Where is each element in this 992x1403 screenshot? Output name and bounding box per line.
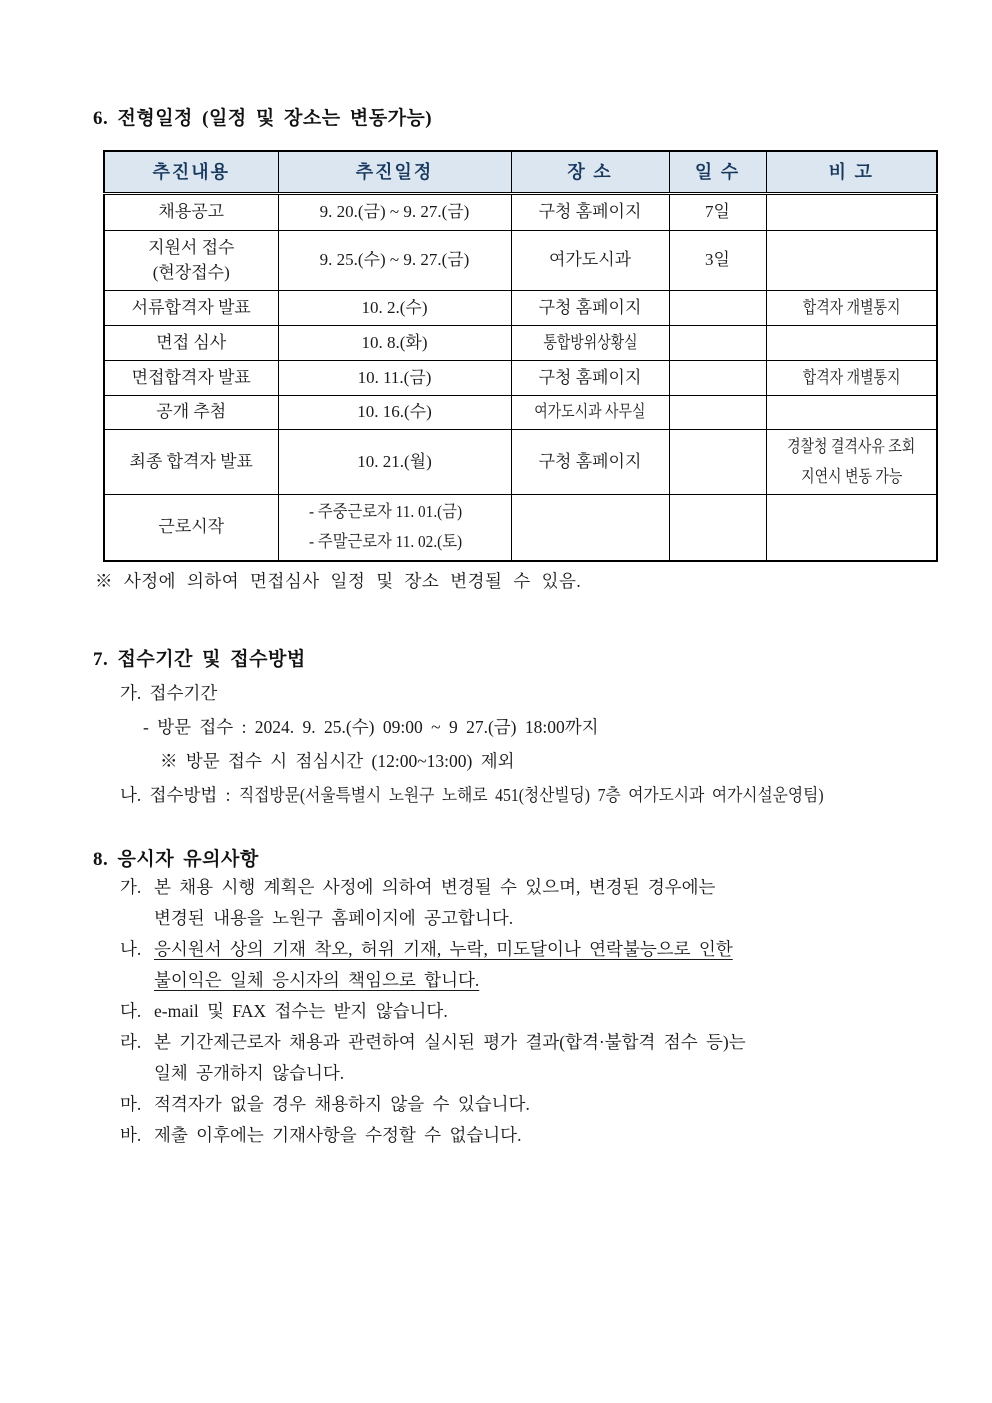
table-cell: 공개 추첨 bbox=[104, 396, 278, 430]
s7-address: 직접방문(서울특별시 노원구 노해로 451(청산빌딩) 7층 여가도시과 여가시설운영팀) bbox=[238, 785, 824, 805]
table-cell: 10. 8.(화) bbox=[278, 326, 511, 361]
table-cell: 10. 21.(월) bbox=[278, 430, 511, 495]
table-cell: 면접 심사 bbox=[104, 326, 278, 361]
schedule-change-note: ※ 사정에 의하여 면접심사 일정 및 장소 변경될 수 있음. bbox=[95, 571, 582, 591]
table-cell bbox=[511, 495, 669, 561]
table-cell bbox=[669, 396, 766, 430]
table-cell bbox=[766, 326, 937, 361]
section7-title: 7. 접수기간 및 접수방법 bbox=[93, 649, 306, 670]
section7-body bbox=[120, 676, 888, 812]
header-cell-schedule: 추진일정 bbox=[278, 151, 511, 194]
table-row bbox=[104, 326, 937, 361]
section8-title: 8. 응시자 유의사항 bbox=[93, 849, 259, 870]
s7-visit-line: - 방문 접수 : 2024. 9. 25.(수) 09:00 ~ 9 27.(금) 18:00까지 bbox=[143, 717, 599, 737]
table-cell: - 주중근로자 11. 01.(금) - 주말근로자 11. 02.(토) bbox=[278, 495, 511, 561]
table-cell: 최종 합격자 발표 bbox=[104, 430, 278, 495]
table-row bbox=[104, 396, 937, 430]
table-cell: 근로시작 bbox=[104, 495, 278, 561]
table-cell: 7일 bbox=[669, 194, 766, 231]
schedule-table bbox=[103, 150, 938, 562]
table-cell: 9. 20.(금) ~ 9. 27.(금) bbox=[278, 194, 511, 231]
list-item: 바. 제출 이후에는 기재사항을 수정할 수 없습니다. bbox=[120, 1125, 522, 1145]
table-row bbox=[104, 430, 937, 495]
header-cell-remark: 비 고 bbox=[766, 151, 937, 194]
section6-title: 6. 전형일정 (일정 및 장소는 변동가능) bbox=[93, 108, 433, 129]
table-cell: 지원서 접수 (현장접수) bbox=[104, 231, 278, 291]
table-cell bbox=[766, 231, 937, 291]
table-cell: 10. 16.(수) bbox=[278, 396, 511, 430]
table-cell: 9. 25.(수) ~ 9. 27.(금) bbox=[278, 231, 511, 291]
table-cell: 채용공고 bbox=[104, 194, 278, 231]
table-cell: 여가도시과 bbox=[511, 231, 669, 291]
table-row bbox=[104, 194, 937, 231]
table-cell: 경찰청 결격사유 조회 지연시 변동 가능 bbox=[766, 430, 937, 495]
table-row bbox=[104, 291, 937, 326]
section8-body bbox=[120, 872, 746, 1151]
table-cell bbox=[669, 495, 766, 561]
table-cell: 3일 bbox=[669, 231, 766, 291]
table-row bbox=[104, 495, 937, 561]
table-cell bbox=[669, 326, 766, 361]
table-cell bbox=[766, 396, 937, 430]
list-item: 나. 응시원서 상의 기재 착오, 허위 기재, 누락, 미도달이나 연락불능으로 인한 불이익은 일체 응시자의 책임으로 합니다. bbox=[120, 939, 733, 990]
s7-item-ga: 가. 접수기간 bbox=[120, 683, 218, 703]
list-item: 가. 본 채용 시행 계획은 사정에 의하여 변경될 수 있으며, 변경된 경우에는 변경된 내용을 노원구 홈페이지에 공고합니다. bbox=[120, 877, 716, 928]
table-cell: 서류합격자 발표 bbox=[104, 291, 278, 326]
table-cell: 면접합격자 발표 bbox=[104, 361, 278, 396]
table-cell: 여가도시과 사무실 bbox=[511, 396, 669, 430]
table-cell bbox=[766, 495, 937, 561]
table-cell bbox=[669, 361, 766, 396]
list-item: 다. e-mail 및 FAX 접수는 받지 않습니다. bbox=[120, 1001, 448, 1021]
table-cell: 합격자 개별통지 bbox=[766, 291, 937, 326]
table-cell bbox=[669, 291, 766, 326]
table-cell bbox=[669, 430, 766, 495]
header-cell-days: 일 수 bbox=[669, 151, 766, 194]
header-cell-content: 추진내용 bbox=[104, 151, 278, 194]
table-cell: 통합방위상황실 bbox=[511, 326, 669, 361]
table-cell: 10. 2.(수) bbox=[278, 291, 511, 326]
table-cell bbox=[766, 194, 937, 231]
table-row bbox=[104, 231, 937, 291]
table-cell: 합격자 개별통지 bbox=[766, 361, 937, 396]
list-item: 라. 본 기간제근로자 채용과 관련하여 실시된 평가 결과(합격·불합격 점수 등)는 일체 공개하지 않습니다. bbox=[120, 1032, 746, 1083]
s7-lunch-line: ※ 방문 접수 시 점심시간 (12:00~13:00) 제외 bbox=[160, 751, 515, 771]
table-cell: 구청 홈페이지 bbox=[511, 194, 669, 231]
header-cell-place: 장 소 bbox=[511, 151, 669, 194]
s7-item-na: 나. 접수방법 : 직접방문(서울특별시 노원구 노해로 451(청산빌딩) 7층 여가도시과 여가시설운영팀) bbox=[120, 778, 888, 812]
table-cell: 구청 홈페이지 bbox=[511, 430, 669, 495]
list-item: 마. 적격자가 없을 경우 채용하지 않을 수 있습니다. bbox=[120, 1094, 530, 1114]
table-cell: 10. 11.(금) bbox=[278, 361, 511, 396]
table-cell: 구청 홈페이지 bbox=[511, 361, 669, 396]
table-header-row bbox=[104, 151, 937, 194]
table-cell: 구청 홈페이지 bbox=[511, 291, 669, 326]
table-row bbox=[104, 361, 937, 396]
